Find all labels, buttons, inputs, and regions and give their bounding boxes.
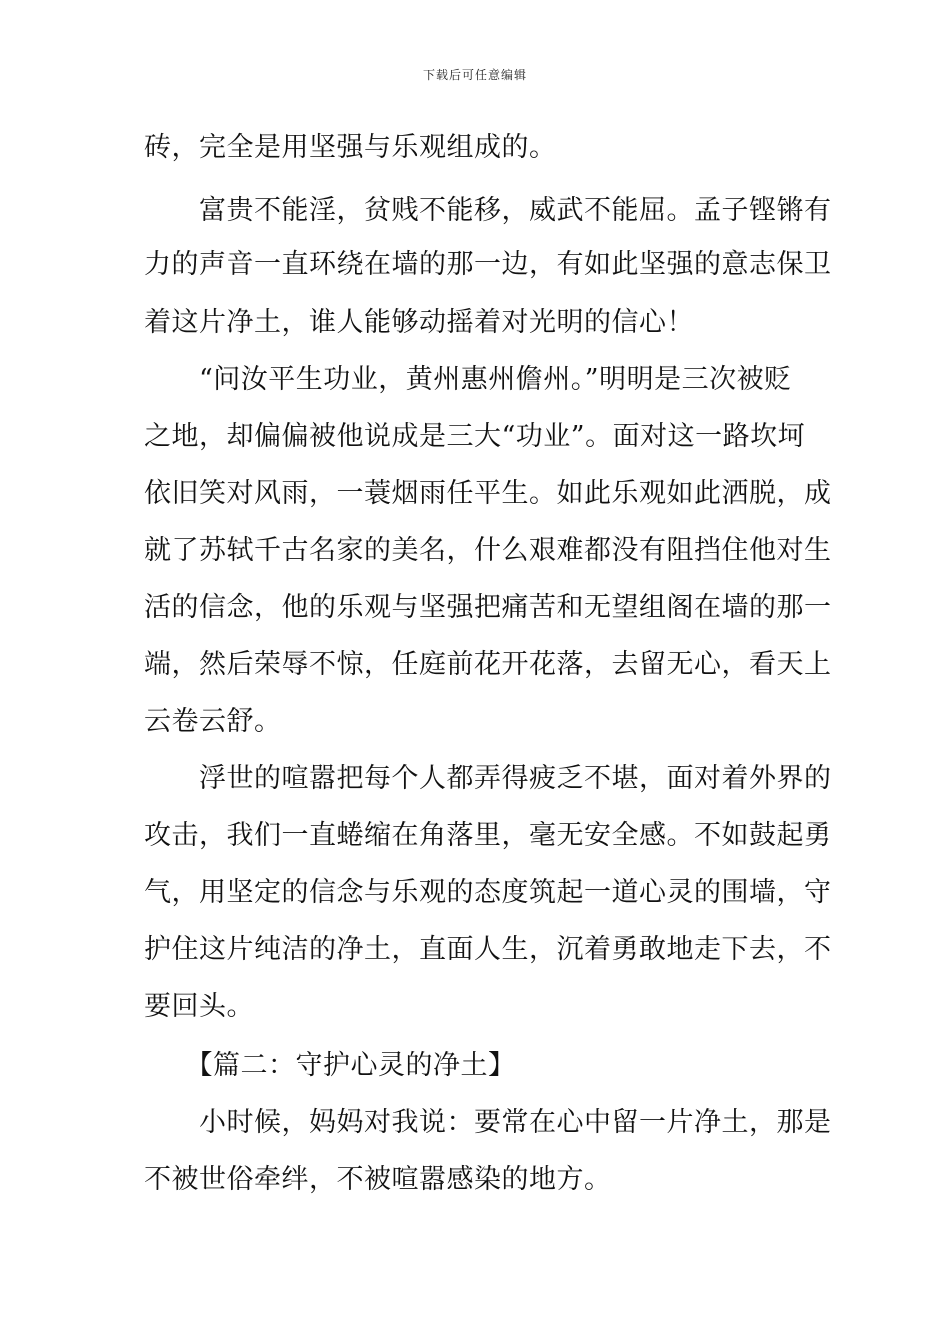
text-line: 力的声音一直环绕在墙的那一边，有如此坚强的意志保卫 [144, 249, 832, 280]
text-line: 攻击，我们一直蜷缩在角落里，毫无安全感。不如鼓起勇 [144, 820, 832, 851]
text-line: 云卷云舒。 [144, 706, 282, 737]
text-line: 之地，却偏偏被他说成是三大“功业”。面对这一路坎坷 [144, 421, 806, 452]
text-line: 气，用坚定的信念与乐观的态度筑起一道心灵的围墙，守 [144, 877, 832, 908]
text-line: 活的信念，他的乐观与坚强把痛苦和无望组阁在墙的那一 [144, 592, 832, 623]
text-line: 砖，完全是用坚强与乐观组成的。 [144, 132, 557, 163]
text-line: 端，然后荣辱不惊，任庭前花开花落，去留无心，看天上 [144, 649, 832, 680]
text-line: 护住这片纯洁的净土，直面人生，沉着勇敢地走下去，不 [144, 934, 832, 965]
text-line: 不被世俗牵绊，不被喧嚣感染的地方。 [144, 1164, 612, 1195]
text-line: 浮世的喧嚣把每个人都弄得疲乏不堪，面对着外界的 [144, 763, 832, 794]
text-line: 小时候，妈妈对我说：要常在心中留一片净土，那是 [144, 1107, 832, 1138]
section-heading: 【篇二：守护心灵的净土】 [144, 1050, 516, 1081]
text-line: 着这片净土，谁人能够动摇着对光明的信心！ [144, 307, 694, 338]
text-line: 要回头。 [144, 991, 254, 1022]
text-line: “问汝平生功业，黄州惠州儋州。”明明是三次被贬 [144, 364, 792, 395]
page-header-note: 下载后可任意编辑 [422, 68, 527, 82]
text-line: 就了苏轼千古名家的美名，什么艰难都没有阻挡住他对生 [144, 535, 832, 566]
text-line: 富贵不能淫，贫贱不能移，威武不能屈。孟子铿锵有 [144, 195, 832, 226]
text-line: 依旧笑对风雨，一蓑烟雨任平生。如此乐观如此洒脱，成 [144, 478, 832, 509]
